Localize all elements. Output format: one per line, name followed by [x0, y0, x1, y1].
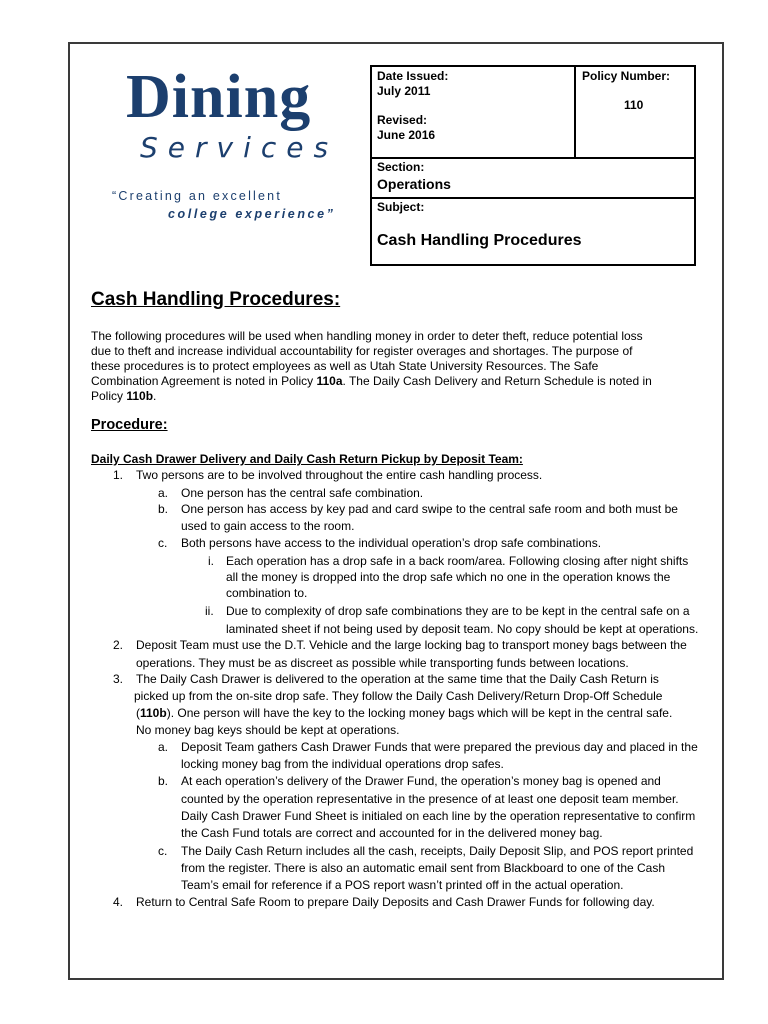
list-item-1ci-line-3: combination to. [226, 586, 308, 600]
list-item-3-line-2: picked up from the on-site drop safe. They follow the Daily Cash Delivery/Return Drop-Off Schedule [134, 689, 663, 703]
date-issued-value: July 2011 [377, 84, 431, 98]
list-item-1ci-line-2: all the money is dropped into the drop safe which no one in the operation knows the [226, 570, 671, 584]
subject-value: Cash Handling Procedures [377, 232, 582, 249]
list-item-3b-line-4: the Cash Fund totals are correct and accounted for in the delivered money bag. [181, 826, 603, 840]
list-item-1a: One person has the central safe combination. [181, 486, 424, 500]
intro-line-1: The following procedures will be used when handling money in order to deter theft, reduce potential loss [91, 329, 643, 343]
logo-title: Dining [126, 63, 312, 131]
list-item-2-line-1: Deposit Team must use the D.T. Vehicle and the large locking bag to transport money bags between the [136, 638, 687, 652]
list-item-1c: Both persons have access to the individual operation’s drop safe combinations. [181, 536, 602, 550]
list-item-1b-line-2: used to gain access to the room. [181, 519, 355, 533]
subject-label: Subject: [377, 200, 425, 214]
list-marker: 2. [113, 638, 124, 652]
intro-line-3: these procedures is to protect employees as well as Utah State University Resources. The Safe [91, 359, 599, 373]
list-item-3-line-4: No money bag keys should be kept at operations. [136, 723, 400, 737]
list-marker: b. [158, 502, 169, 516]
list-marker: a. [158, 486, 169, 500]
intro-paragraph [91, 329, 711, 404]
section-cell [377, 160, 451, 193]
list-item-3c-line-2: from the register. There is also an automatic email sent from Blackboard to one of the Cash [181, 861, 666, 875]
list-item-1cii-line-1: Due to complexity of drop safe combinations they are to be kept in the central safe on a [226, 604, 690, 618]
list-item-3a-line-1: Deposit Team gathers Cash Drawer Funds that were prepared the previous day and placed in the [181, 740, 698, 754]
logo-subtitle: Services [140, 131, 339, 164]
list-item-1: Two persons are to be involved throughout the entire cash handling process. [136, 468, 543, 482]
procedure-heading: Procedure: [91, 417, 168, 433]
policy-number-cell [582, 69, 670, 84]
list-marker: 3. [113, 672, 124, 686]
revised-label: Revised: [377, 113, 428, 127]
list-item-3b-line-3: Daily Cash Drawer Fund Sheet is initialed on each line by the operation representative to confirm [181, 809, 696, 823]
list-marker: ii. [205, 604, 214, 618]
list-item-3c-line-1: The Daily Cash Return includes all the cash, receipts, Daily Deposit Slip, and POS report printed [181, 844, 694, 858]
policy-110b-ref: 110b [140, 706, 167, 720]
subject-value-cell [377, 231, 582, 251]
policy-110a-ref: 110a [316, 374, 343, 388]
logo-tagline-line-2: college experience” [168, 207, 336, 221]
table-divider-vertical [574, 67, 576, 159]
list-item-1cii-line-2: laminated sheet if not being used by deposit team. No copy should be kept at operations. [226, 622, 699, 636]
policy-110b-ref: 110b [126, 389, 154, 403]
intro-line-2: due to theft and increase individual accountability for register overages and shortages. The purpose of [91, 344, 633, 358]
policy-number-value: 110 [624, 98, 644, 112]
list-marker: i. [208, 554, 214, 568]
list-marker: c. [158, 536, 168, 550]
list-item-1ci-line-1: Each operation has a drop safe in a back room/area. Following closing after night shifts [226, 554, 689, 568]
table-divider-1 [372, 157, 694, 159]
logo-tagline-line-1: “Creating an excellent [112, 189, 282, 203]
date-issued-cell [377, 69, 448, 143]
list-item-4: Return to Central Safe Room to prepare Daily Deposits and Cash Drawer Funds for following day. [136, 895, 655, 909]
revised-value: June 2016 [377, 128, 436, 142]
list-item-1b-line-1: One person has access by key pad and card swipe to the central safe room and both must be [181, 502, 678, 516]
list-item-2-line-2: operations. They must be as discreet as possible while transporting funds between locations. [136, 656, 629, 670]
list-item-3c-line-3: Team’s email for reference if a POS report wasn’t printed off in the actual operation. [181, 878, 624, 892]
main-heading: Cash Handling Procedures: [91, 289, 341, 310]
policy-number-label: Policy Number: [582, 69, 671, 83]
list-marker: 1. [113, 468, 124, 482]
intro-line-4: Combination Agreement is noted in Policy 110a. The Daily Cash Delivery and Return Schedule is noted in [91, 374, 652, 388]
section-value: Operations [377, 176, 451, 192]
list-item-3-line-1: The Daily Cash Drawer is delivered to the operation at the same time that the Daily Cash Return is [136, 672, 659, 686]
procedure-subheading: Daily Cash Drawer Delivery and Daily Cash Return Pickup by Deposit Team: [91, 452, 523, 466]
date-issued-label: Date Issued: [377, 69, 449, 83]
list-item-3b-line-1: At each operation’s delivery of the Drawer Fund, the operation’s money bag is opened and [181, 774, 661, 788]
intro-line-5: Policy 110b. [91, 389, 157, 403]
list-item-3-line-3: (110b). One person will have the key to the locking money bags which will be kept in the central safe. [136, 706, 673, 720]
list-marker: 4. [113, 895, 124, 909]
table-divider-2 [372, 197, 694, 199]
policy-number-value-cell [624, 98, 643, 113]
dining-services-logo [110, 63, 360, 226]
subject-cell [377, 200, 424, 215]
policy-header-table [370, 65, 696, 266]
list-marker: c. [158, 844, 168, 858]
list-marker: a. [158, 740, 169, 754]
list-marker: b. [158, 774, 169, 788]
list-item-3a-line-2: locking money bag from the individual operations drop safes. [181, 757, 504, 771]
list-item-3b-line-2: counted by the operation representative in the presence of at least one deposit team member. [181, 792, 679, 806]
section-label: Section: [377, 160, 425, 174]
